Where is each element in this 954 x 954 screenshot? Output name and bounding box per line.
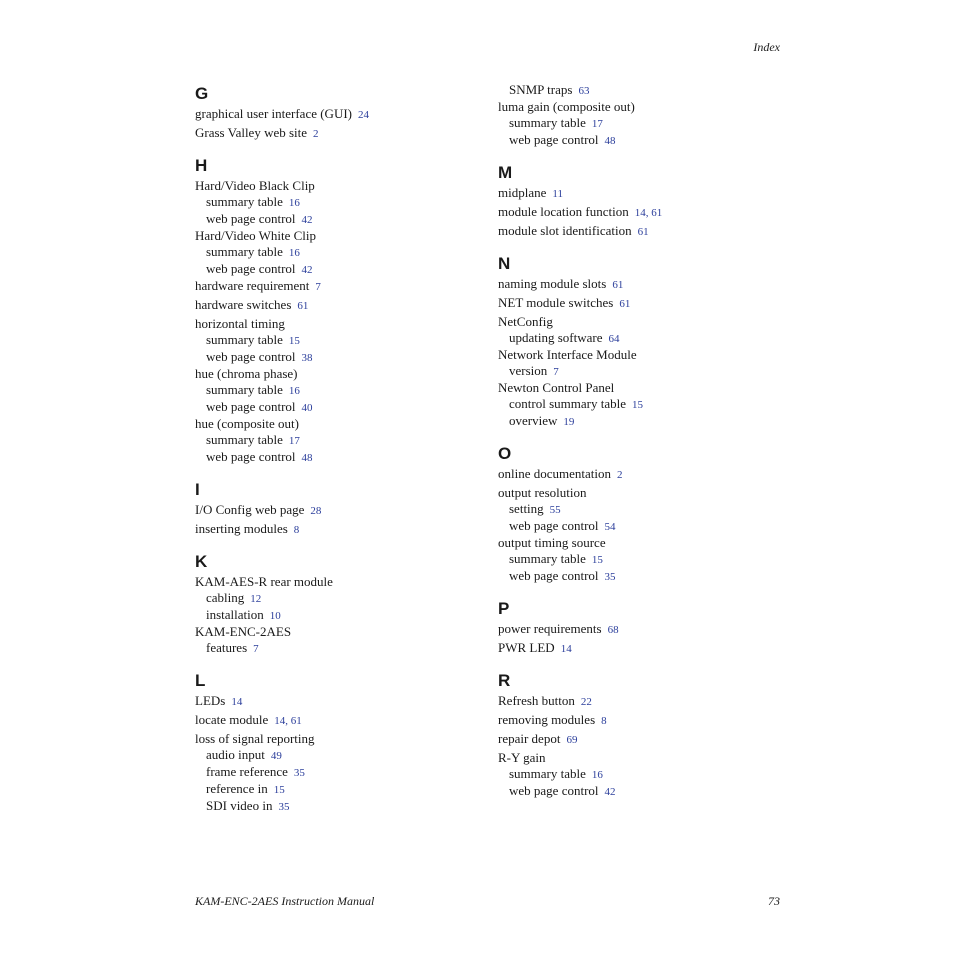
entry-term: control summary table bbox=[509, 396, 626, 411]
entry-term: output timing source bbox=[498, 535, 606, 550]
entry-term: output resolution bbox=[498, 485, 587, 500]
index-subentry bbox=[195, 764, 485, 781]
index-section bbox=[195, 552, 485, 657]
section-letter: O bbox=[498, 444, 512, 463]
index-entry bbox=[195, 712, 485, 729]
section-letter: P bbox=[498, 599, 510, 618]
entry-term: updating software bbox=[509, 330, 603, 345]
index-entry bbox=[498, 380, 788, 396]
index-subentry bbox=[195, 607, 485, 624]
entry-term: loss of signal reporting bbox=[195, 731, 315, 746]
page-separator: , bbox=[285, 715, 291, 727]
footer-manual-title: KAM-ENC-2AES Instruction Manual bbox=[195, 894, 375, 908]
index-section bbox=[195, 156, 485, 466]
entry-term: module location function bbox=[498, 204, 629, 219]
section-letter: N bbox=[498, 254, 511, 273]
index-subentry bbox=[195, 798, 485, 815]
entry-term: installation bbox=[206, 607, 264, 622]
index-entry bbox=[195, 416, 485, 432]
index-subentry bbox=[498, 766, 788, 783]
index-subentry bbox=[498, 568, 788, 585]
entry-term: I/O Config web page bbox=[195, 502, 305, 517]
entry-term: version bbox=[509, 363, 548, 378]
index-subentry bbox=[498, 551, 788, 568]
entry-term: removing modules bbox=[498, 712, 596, 727]
entry-term: power requirements bbox=[498, 621, 602, 636]
entry-term: web page control bbox=[509, 132, 599, 147]
entry-term: hardware switches bbox=[195, 297, 292, 312]
index-section bbox=[498, 163, 788, 240]
index-entry bbox=[195, 366, 485, 382]
page-link[interactable]: 63 bbox=[578, 85, 590, 97]
index-subentry bbox=[195, 781, 485, 798]
index-entry bbox=[195, 125, 485, 142]
section-letter: L bbox=[195, 671, 206, 690]
page-link[interactable]: 38 bbox=[301, 352, 313, 364]
entry-term: summary table bbox=[206, 244, 283, 259]
index-subentry bbox=[498, 518, 788, 535]
index-subentry bbox=[498, 115, 788, 132]
entry-term: reference in bbox=[206, 781, 268, 796]
index-entry bbox=[498, 99, 788, 115]
index-entry bbox=[498, 731, 788, 748]
index-entry bbox=[498, 347, 788, 363]
page-link[interactable]: 10 bbox=[269, 610, 281, 622]
entry-term: summary table bbox=[206, 194, 283, 209]
entry-term: naming module slots bbox=[498, 276, 607, 291]
section-letter: M bbox=[498, 163, 513, 182]
entry-term: web page control bbox=[206, 349, 296, 364]
page-link[interactable]: 35 bbox=[293, 767, 305, 779]
index-subentry bbox=[195, 211, 485, 228]
index-entry bbox=[195, 297, 485, 314]
index-section bbox=[195, 480, 485, 538]
page-link[interactable]: 42 bbox=[301, 214, 313, 226]
page-link[interactable]: 12 bbox=[250, 593, 262, 605]
entry-term: overview bbox=[509, 413, 558, 428]
page-link[interactable]: 61 bbox=[612, 279, 624, 291]
index-section bbox=[498, 444, 788, 585]
index-entry bbox=[195, 693, 485, 710]
page-link[interactable]: 64 bbox=[608, 333, 620, 345]
page-link[interactable]: 35 bbox=[278, 801, 290, 813]
index-section bbox=[498, 254, 788, 430]
entry-term: R-Y gain bbox=[498, 750, 546, 765]
entry-term: horizontal timing bbox=[195, 316, 285, 331]
index-entry bbox=[498, 621, 788, 638]
page-link[interactable]: 61 bbox=[651, 207, 663, 219]
index-entry bbox=[195, 316, 485, 332]
index-entry bbox=[498, 295, 788, 312]
index-entry bbox=[195, 106, 485, 123]
page-link[interactable]: 42 bbox=[604, 786, 616, 798]
entry-term: Newton Control Panel bbox=[498, 380, 615, 395]
entry-term: frame reference bbox=[206, 764, 288, 779]
entry-term: inserting modules bbox=[195, 521, 288, 536]
entry-term: web page control bbox=[206, 399, 296, 414]
page-link[interactable]: 14 bbox=[231, 696, 243, 708]
page-link[interactable]: 8 bbox=[293, 524, 300, 536]
entry-term: summary table bbox=[509, 766, 586, 781]
index-entry bbox=[195, 228, 485, 244]
index-entry bbox=[498, 640, 788, 657]
index-section bbox=[195, 671, 485, 815]
page-link[interactable]: 42 bbox=[301, 264, 313, 276]
entry-term: hue (chroma phase) bbox=[195, 366, 298, 381]
index-subentry bbox=[195, 640, 485, 657]
index-section bbox=[498, 671, 788, 800]
entry-term: summary table bbox=[206, 432, 283, 447]
page-link[interactable]: 61 bbox=[637, 226, 649, 238]
index-subentry bbox=[195, 194, 485, 211]
entry-term: graphical user interface (GUI) bbox=[195, 106, 352, 121]
index-subentry bbox=[195, 332, 485, 349]
section-letter: I bbox=[195, 480, 200, 499]
index-subentry bbox=[498, 330, 788, 347]
index-entry bbox=[195, 178, 485, 194]
page-link[interactable]: 48 bbox=[301, 452, 313, 464]
index-section bbox=[498, 599, 788, 657]
page-link[interactable]: 15 bbox=[288, 335, 300, 347]
page-link[interactable]: 16 bbox=[288, 247, 300, 259]
entry-term: NET module switches bbox=[498, 295, 614, 310]
entry-term: KAM-AES-R rear module bbox=[195, 574, 333, 589]
index-entry bbox=[498, 204, 788, 221]
index-column-right bbox=[498, 82, 788, 814]
entry-term: web page control bbox=[206, 261, 296, 276]
page-separator: , bbox=[645, 207, 652, 219]
index-entry bbox=[498, 693, 788, 710]
entry-term: Refresh button bbox=[498, 693, 575, 708]
section-letter: K bbox=[195, 552, 208, 571]
page-link[interactable]: 8 bbox=[601, 715, 607, 727]
entry-term: luma gain (composite out) bbox=[498, 99, 635, 114]
entry-term: hue (composite out) bbox=[195, 416, 299, 431]
entry-term: web page control bbox=[206, 211, 296, 226]
index-subentry bbox=[195, 590, 485, 607]
page-link[interactable]: 16 bbox=[591, 769, 603, 781]
entry-term: NetConfig bbox=[498, 314, 553, 329]
page-link[interactable]: 61 bbox=[619, 298, 631, 310]
entry-term: summary table bbox=[206, 382, 283, 397]
page-link[interactable]: 19 bbox=[563, 416, 575, 428]
entry-term: web page control bbox=[509, 518, 599, 533]
index-entry bbox=[498, 535, 788, 551]
entry-term: Network Interface Module bbox=[498, 347, 637, 362]
entry-term: Grass Valley web site bbox=[195, 125, 308, 140]
page-link[interactable]: 16 bbox=[288, 197, 300, 209]
index-subentry bbox=[498, 783, 788, 800]
index-entry bbox=[498, 485, 788, 501]
page-link[interactable]: 11 bbox=[552, 188, 563, 200]
page-link[interactable]: 61 bbox=[290, 715, 302, 727]
index-subentry bbox=[195, 449, 485, 466]
index-entry bbox=[498, 314, 788, 330]
running-header: Index bbox=[753, 40, 780, 54]
index-column-left bbox=[195, 82, 485, 829]
index-entry bbox=[195, 574, 485, 590]
index-entry bbox=[498, 223, 788, 240]
page-link[interactable]: 7 bbox=[315, 281, 321, 293]
footer-page-number: 73 bbox=[768, 894, 780, 908]
section-letter: R bbox=[498, 671, 511, 690]
entry-term: audio input bbox=[206, 747, 265, 762]
entry-term: cabling bbox=[206, 590, 245, 605]
page-link[interactable]: 14 bbox=[560, 643, 572, 655]
page-link[interactable]: 28 bbox=[310, 505, 322, 517]
entry-term: Hard/Video Black Clip bbox=[195, 178, 315, 193]
page-link[interactable]: 68 bbox=[607, 624, 619, 636]
entry-term: repair depot bbox=[498, 731, 561, 746]
index-subentry bbox=[498, 132, 788, 149]
index-entry bbox=[498, 712, 788, 729]
entry-term: LEDs bbox=[195, 693, 226, 708]
page-link[interactable]: 15 bbox=[631, 399, 643, 411]
page-link[interactable]: 2 bbox=[617, 469, 623, 481]
index-subentry bbox=[195, 382, 485, 399]
index-entry bbox=[195, 731, 485, 747]
index-subentry bbox=[498, 82, 788, 99]
page-link[interactable]: 7 bbox=[553, 366, 559, 378]
entry-term: locate module bbox=[195, 712, 269, 727]
entry-term: PWR LED bbox=[498, 640, 555, 655]
page-link[interactable]: 17 bbox=[288, 435, 300, 447]
page-link[interactable]: 61 bbox=[297, 300, 309, 312]
page-link[interactable]: 22 bbox=[580, 696, 592, 708]
entry-term: module slot identification bbox=[498, 223, 632, 238]
page-link[interactable]: 16 bbox=[288, 385, 300, 397]
entry-term: Hard/Video White Clip bbox=[195, 228, 317, 243]
index-entry bbox=[195, 521, 485, 538]
page-link[interactable]: 55 bbox=[549, 504, 561, 516]
index-subentry bbox=[498, 396, 788, 413]
index-subentry bbox=[498, 501, 788, 518]
index-subentry bbox=[195, 399, 485, 416]
entry-term: web page control bbox=[206, 449, 296, 464]
index-subentry bbox=[195, 261, 485, 278]
entry-term: hardware requirement bbox=[195, 278, 310, 293]
page-link[interactable]: 15 bbox=[273, 784, 285, 796]
entry-term: summary table bbox=[509, 551, 586, 566]
index-entry bbox=[195, 278, 485, 295]
page-link[interactable]: 48 bbox=[604, 135, 616, 147]
entry-term: features bbox=[206, 640, 248, 655]
page-link[interactable]: 14 bbox=[634, 207, 646, 219]
index-subentry bbox=[195, 747, 485, 764]
entry-term: SNMP traps bbox=[509, 82, 573, 97]
index-subentry bbox=[195, 349, 485, 366]
entry-term: KAM-ENC-2AES bbox=[195, 624, 292, 639]
entry-term: summary table bbox=[206, 332, 283, 347]
page-link[interactable]: 69 bbox=[566, 734, 578, 746]
entry-term: online documentation bbox=[498, 466, 612, 481]
index-section bbox=[498, 82, 788, 149]
page-link[interactable]: 2 bbox=[313, 128, 319, 140]
index-entry bbox=[498, 276, 788, 293]
entry-term: setting bbox=[509, 501, 544, 516]
page-link[interactable]: 35 bbox=[604, 571, 616, 583]
index-subentry bbox=[498, 363, 788, 380]
index-entry bbox=[195, 502, 485, 519]
index-entry bbox=[195, 624, 485, 640]
page-link[interactable]: 14 bbox=[274, 715, 286, 727]
index-subentry bbox=[498, 413, 788, 430]
page-link[interactable]: 7 bbox=[253, 643, 259, 655]
index-subentry bbox=[195, 244, 485, 261]
entry-term: web page control bbox=[509, 783, 599, 798]
page-link[interactable]: 54 bbox=[604, 521, 616, 533]
index-entry bbox=[498, 466, 788, 483]
index-entry bbox=[498, 750, 788, 766]
page-link[interactable]: 40 bbox=[301, 402, 313, 414]
index-section bbox=[195, 84, 485, 142]
entry-term: SDI video in bbox=[206, 798, 273, 813]
page-link[interactable]: 24 bbox=[358, 109, 369, 121]
page-link[interactable]: 49 bbox=[270, 750, 282, 762]
section-letter: H bbox=[195, 156, 208, 175]
index-entry bbox=[498, 185, 788, 202]
entry-term: summary table bbox=[509, 115, 586, 130]
entry-term: midplane bbox=[498, 185, 547, 200]
page-link[interactable]: 15 bbox=[591, 554, 603, 566]
page-link[interactable]: 17 bbox=[591, 118, 603, 130]
entry-term: web page control bbox=[509, 568, 599, 583]
index-subentry bbox=[195, 432, 485, 449]
section-letter: G bbox=[195, 84, 209, 103]
